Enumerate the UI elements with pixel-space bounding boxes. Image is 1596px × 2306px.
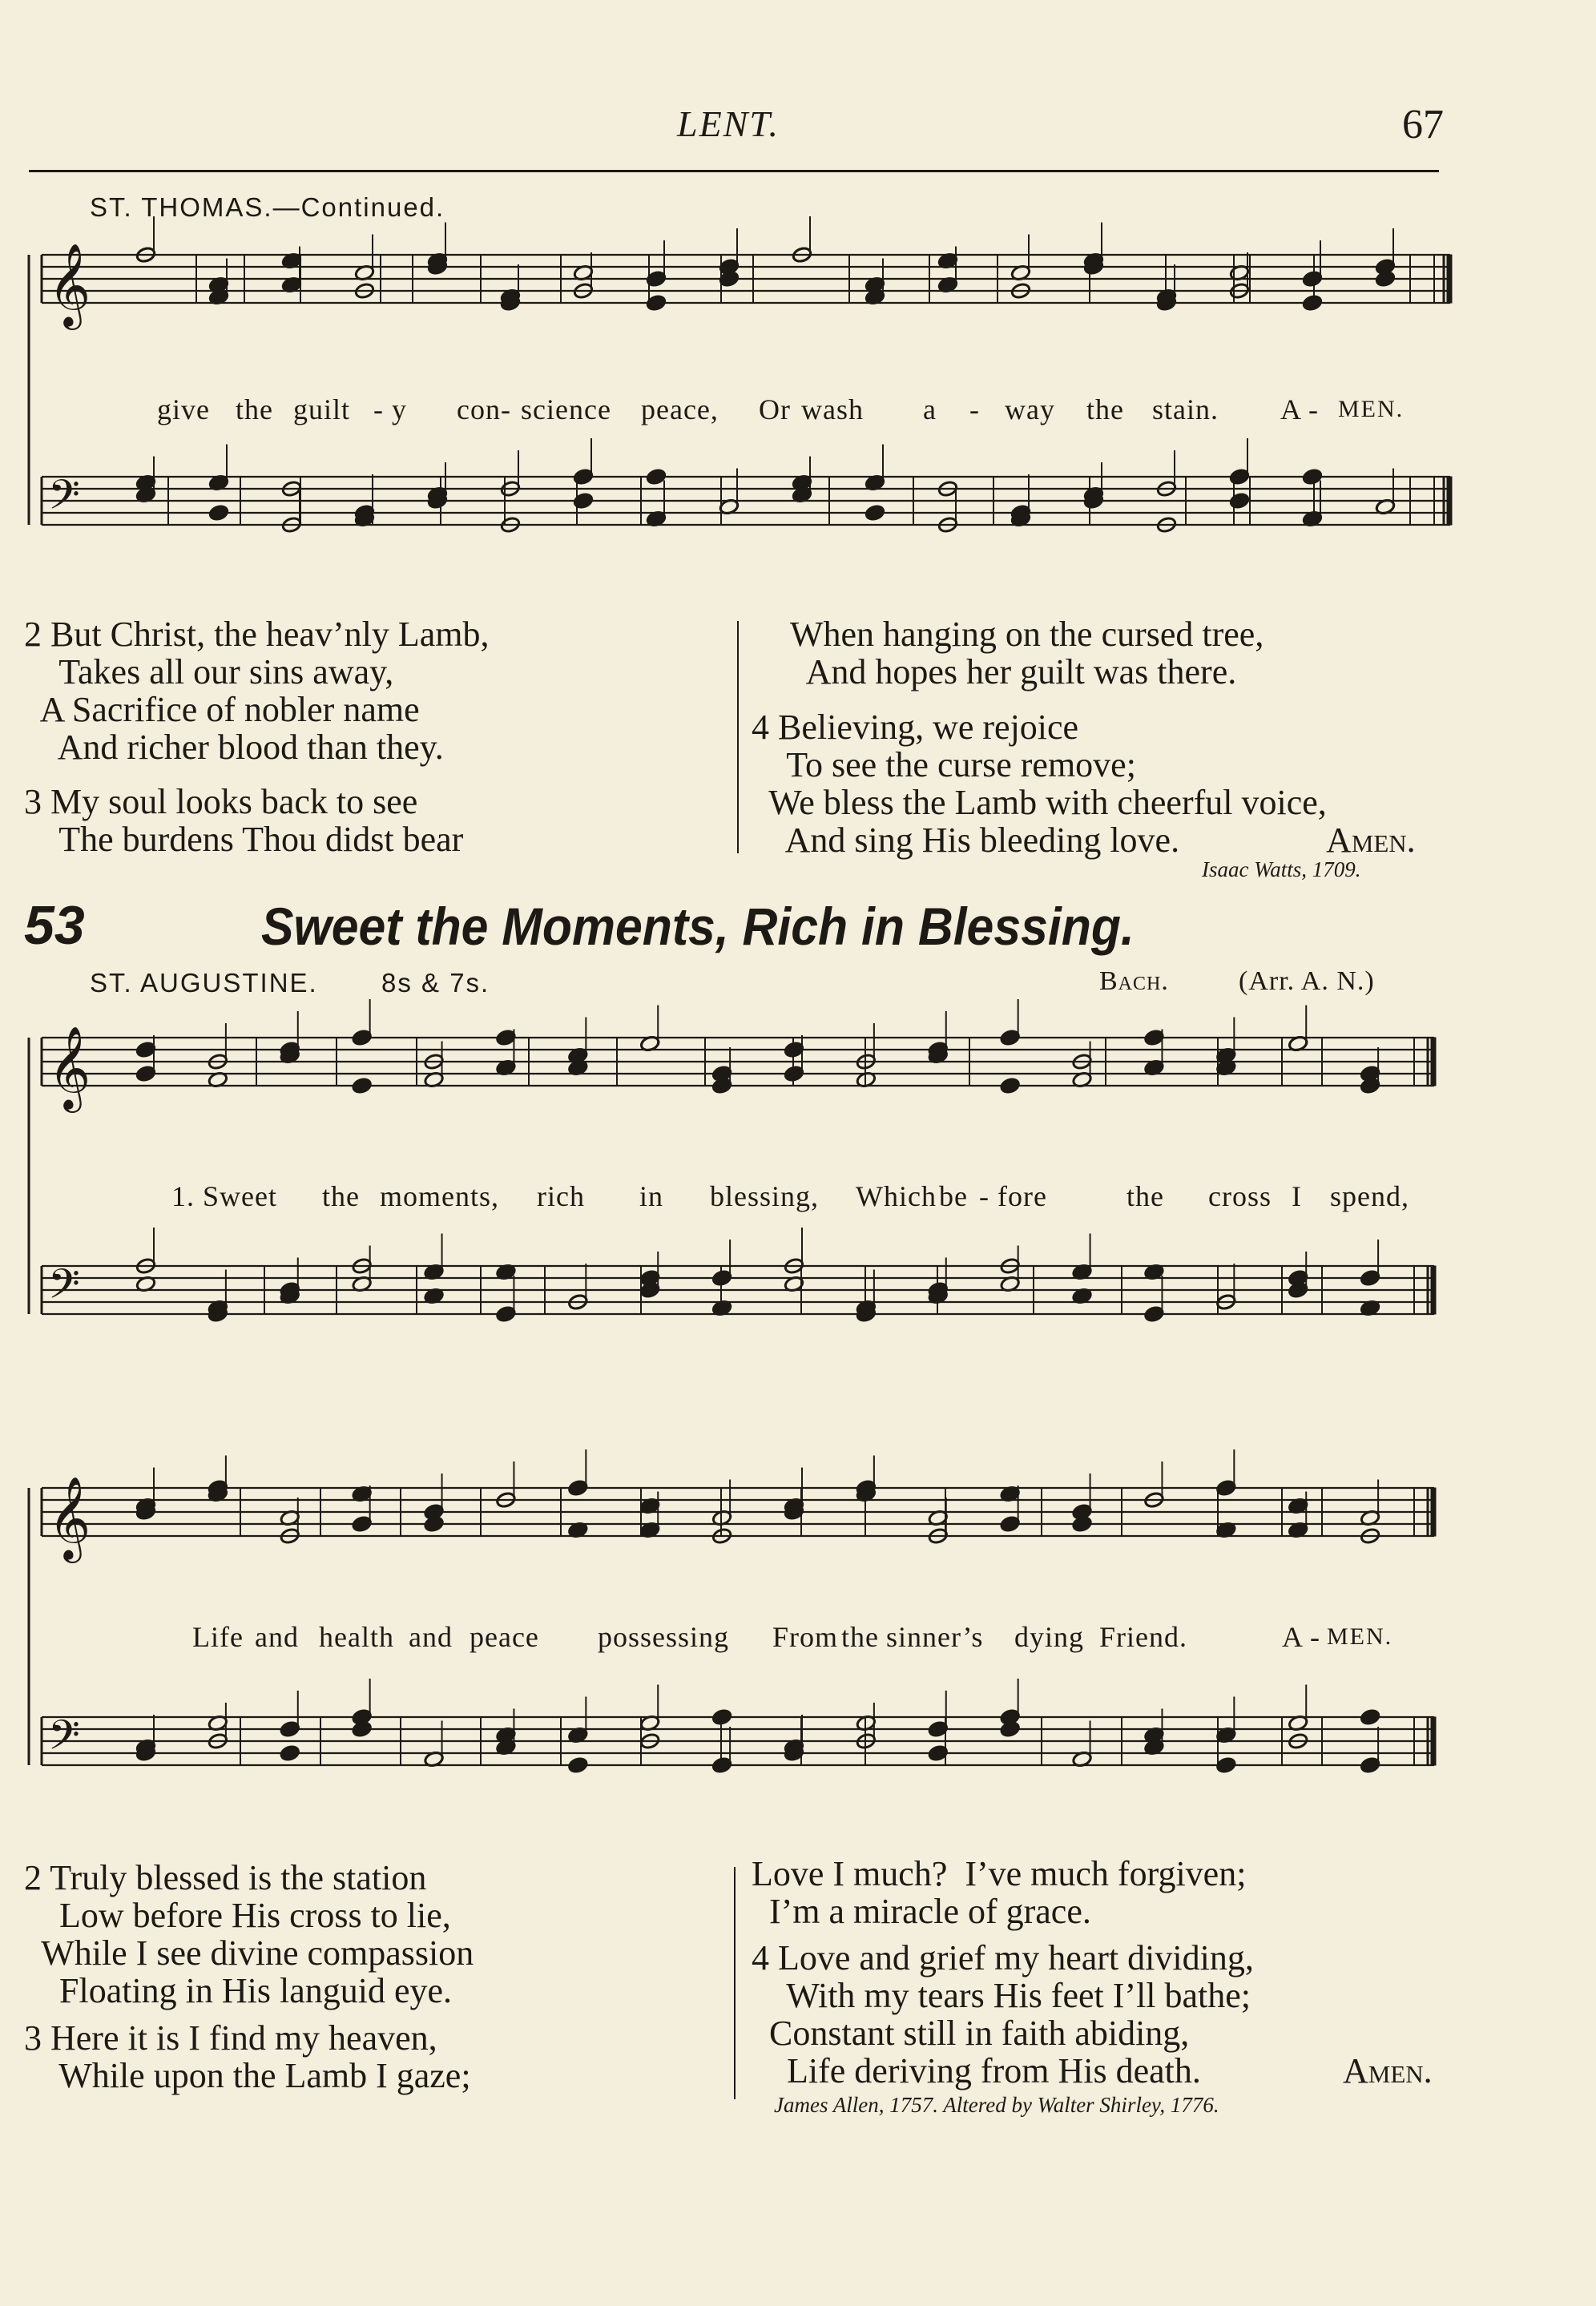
treble-clef: 𝄞 [48,1476,91,1560]
lyric-syllable: Life [192,1621,244,1653]
lyric-syllable: way [1005,393,1055,425]
bass-clef: 𝄢 [48,1260,80,1318]
lyric-syllable: the [1126,1180,1164,1212]
note-head [711,1708,732,1726]
final-bar [1447,255,1452,303]
column-divider [734,1867,736,2099]
verse-3-continued: Love I much? I’ve much forgiven; I’m a miracle of grace. [752,1854,1247,1931]
lyric-syllable: spend, [1330,1180,1409,1212]
lyric-syllable: possessing [598,1621,730,1653]
note-head [1000,1077,1021,1095]
page-number: 67 [1402,102,1444,147]
lyric-syllable: wash [801,393,864,425]
meter: 8s & 7s. [381,968,490,998]
lyric-syllable: the [1086,393,1124,425]
note-head [864,504,885,522]
lyric-syllable: the [322,1180,360,1212]
amen: Amen. [1343,2051,1433,2090]
hymn-number: 53 [24,895,85,956]
treble-clef: 𝄞 [48,1026,91,1110]
lyric-syllable: peace [470,1621,539,1653]
attribution: James Allen, 1757. Altered by Walter Shirley, 1776. [774,2093,1219,2117]
final-bar [1447,477,1452,525]
note-head [1229,492,1250,510]
lyric-syllable: - fore [979,1180,1047,1212]
lyric-syllable: A - [1280,393,1319,425]
lyric-syllable: Which [856,1180,937,1212]
verse-2: 2 But Christ, the heav’nly Lamb, Takes all our sins away, A Sacrifice of nobler name And richer blood than they. [24,615,490,767]
lyric-syllable: - y [373,393,407,425]
lyric-syllable: and [255,1621,299,1653]
note-head [1302,294,1323,312]
lyric-syllable: Friend. [1099,1621,1187,1653]
lyric-syllable: moments, [380,1180,499,1212]
section-title: LENT. [677,103,780,144]
verse-3-continued: When hanging on the cursed tree, And hopes her guilt was there. [790,615,1264,691]
note-head [280,1744,300,1762]
lyric-syllable: and [409,1621,453,1653]
amen: Amen. [1326,820,1416,860]
lyric-syllable: stain. [1152,393,1219,425]
lyric-syllable: MEN. [1327,1623,1393,1650]
final-bar [1431,1488,1436,1536]
lyric-syllable: blessing, [710,1180,820,1212]
lyric-syllable: the [236,393,273,425]
note-head [573,492,594,510]
lyric-syllable: be [939,1180,968,1212]
lyric-syllable: give [157,393,210,425]
treble-clef: 𝄞 [48,243,91,327]
note-head [1360,1708,1380,1726]
lyric-syllable: peace, [641,393,719,425]
lyric-syllable: science [521,393,611,425]
lyric-syllable: A - [1282,1621,1320,1653]
verse-4: 4 Believing, we rejoice To see the curse remove; We bless the Lamb with cheerful voice, And sing His bleeding love. [752,708,1327,860]
lyric-syllable: con- [457,393,511,425]
verse-3: 3 Here it is I find my heaven, While upon the Lamb I gaze; [24,2018,471,2095]
tune-name: ST. AUGUSTINE. [90,968,318,998]
composer: Bach. [1099,966,1169,996]
lyric-syllable: health [319,1621,394,1653]
note-head [567,1756,588,1774]
note-head [352,1077,373,1095]
bass-clef: 𝄢 [48,1711,80,1769]
lyric-syllable: a [923,393,937,425]
lyric-syllable: Or [759,393,791,425]
note-head [208,504,229,522]
lyric-syllable: I [1292,1180,1302,1212]
lyric-syllable: in [639,1180,664,1212]
lyric-syllable: cross [1208,1180,1272,1212]
final-bar [1431,1038,1436,1086]
verse-4: 4 Love and grief my heart dividing, With my tears His feet I’ll bathe; Constant still in faith abiding, Life deriving from His death. [752,1938,1254,2090]
tune-heading: ST. THOMAS.—Continued. [90,192,445,222]
arranger: (Arr. A. N.) [1239,966,1375,996]
lyric-syllable: dying [1014,1621,1085,1653]
final-bar [1431,1266,1436,1314]
column-divider [737,621,739,853]
lyric-syllable: From [772,1621,839,1653]
lyric-syllable: - [969,393,980,425]
lyric-syllable: 1. Sweet [171,1180,277,1212]
final-bar [1431,1717,1436,1765]
verse-3: 3 My soul looks back to see The burdens Thou didst bear [24,782,464,859]
lyric-syllable: the [841,1621,879,1653]
note-head [1215,1756,1236,1774]
hymn-title: Sweet the Moments, Rich in Blessing. [261,897,1135,956]
lyric-syllable: sinner’s [886,1621,984,1653]
verse-2: 2 Truly blessed is the station Low before His cross to lie, While I see divine compassion Floating in His languid eye. [24,1858,474,2010]
lyric-syllable: rich [537,1180,585,1212]
bass-clef: 𝄢 [48,470,80,529]
attribution: Isaac Watts, 1709. [1202,857,1361,881]
lyric-syllable: guilt [293,393,351,425]
lyric-syllable: MEN. [1338,396,1405,422]
